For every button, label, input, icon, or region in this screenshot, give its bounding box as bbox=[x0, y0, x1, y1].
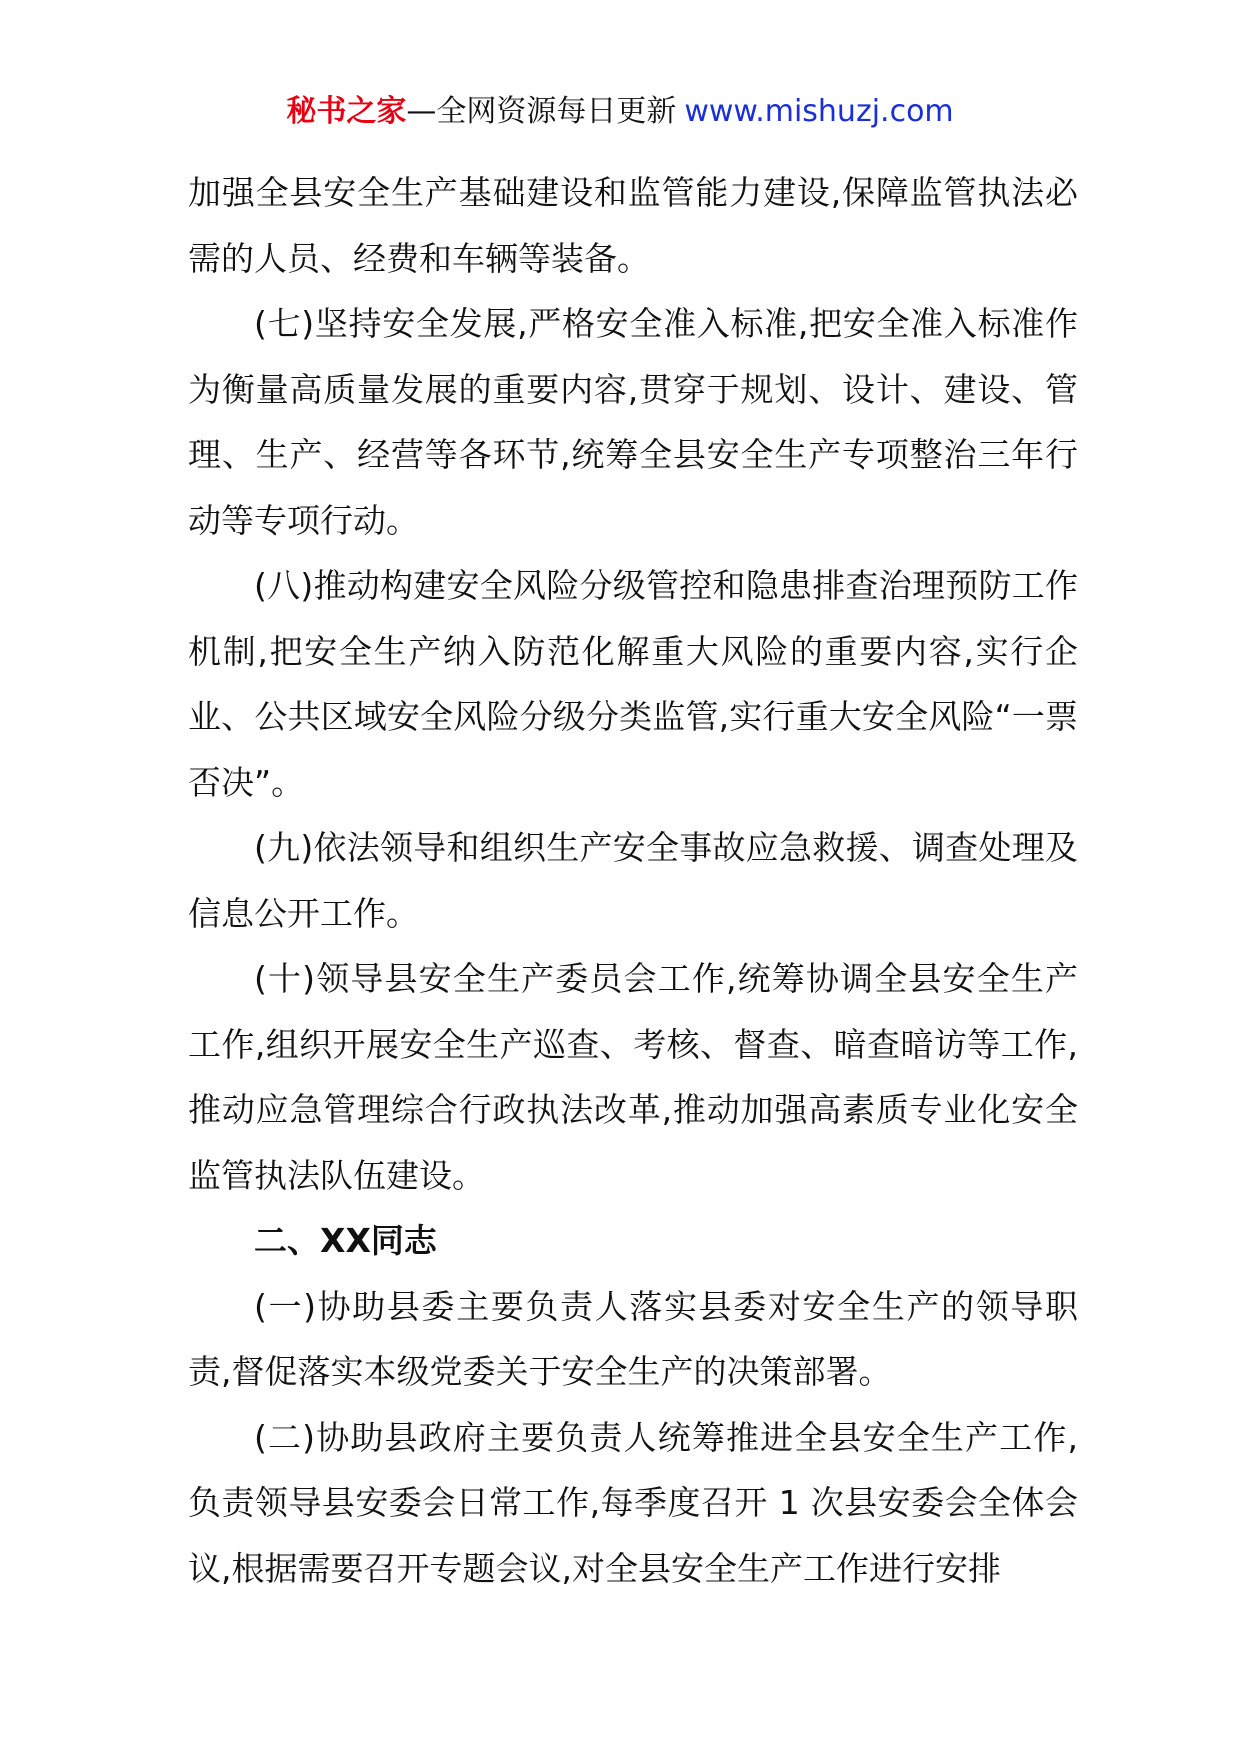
paragraph-continuation: 加强全县安全生产基础建设和监管能力建设,保障监管执法必需的人员、经费和车辆等装备。 bbox=[188, 173, 1078, 278]
document-body bbox=[188, 160, 1078, 1601]
paragraph-item-10: (十)领导县安全生产委员会工作,统筹协调全县安全生产工作,组织开展安全生产巡查、考核、督查、暗查暗访等工作,推动应急管理综合行政执法改革,推动加强高素质专业化安全监管执法队伍建设。 bbox=[188, 959, 1078, 1195]
header-slogan: —全网资源每日更新 bbox=[406, 94, 677, 129]
paragraph-item-1: (一)协助县委主要负责人落实县委对安全生产的领导职责,督促落实本级党委关于安全生产的决策部署。 bbox=[188, 1286, 1078, 1391]
section-heading: 二、XX同志 bbox=[254, 1221, 437, 1260]
paragraph-item-2: (二)协助县政府主要负责人统筹推进全县安全生产工作,负责领导县安委会日常工作,每季度召开 1 次县安委会全体会议,根据需要召开专题会议,对全县安全生产工作进行安排 bbox=[188, 1417, 1078, 1588]
site-url-link[interactable]: www.mishuzj.com bbox=[684, 94, 954, 129]
paragraph-item-7: (七)坚持安全发展,严格安全准入标准,把安全准入标准作为衡量高质量发展的重要内容,贯穿于规划、设计、建设、管理、生产、经营等各环节,统筹全县安全生产专项整治三年行动等专项行动。 bbox=[188, 304, 1078, 540]
site-header bbox=[0, 92, 1240, 132]
paragraph-item-8: (八)推动构建安全风险分级管控和隐患排查治理预防工作机制,把安全生产纳入防范化解重大风险的重要内容,实行企业、公共区域安全风险分级分类监管,实行重大安全风险“一票否决”。 bbox=[188, 566, 1078, 802]
paragraph-item-9: (九)依法领导和组织生产安全事故应急救援、调查处理及信息公开工作。 bbox=[188, 828, 1078, 933]
brand-name: 秘书之家 bbox=[286, 94, 407, 129]
